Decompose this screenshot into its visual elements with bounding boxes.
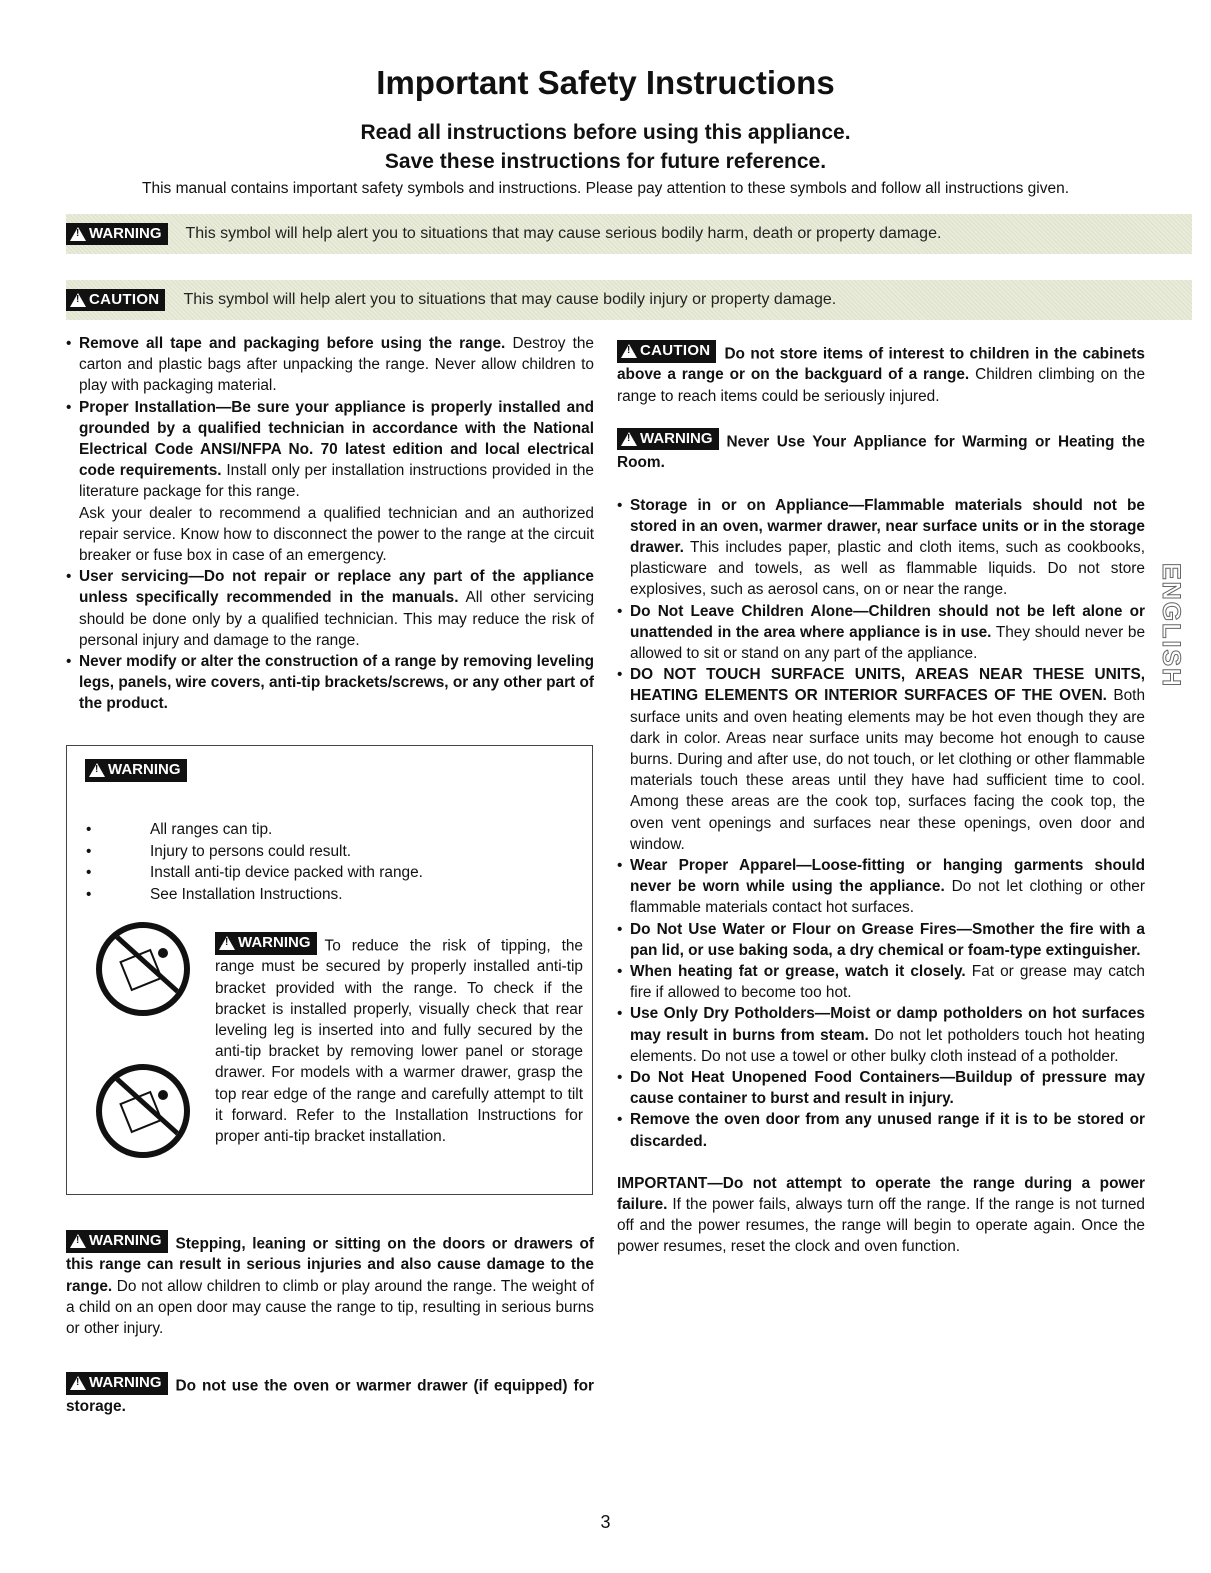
tip-text: All ranges can tip.	[150, 821, 273, 838]
alert-triangle-icon	[70, 293, 86, 307]
alert-triangle-icon	[621, 344, 637, 358]
bullet-storage	[617, 495, 1145, 601]
alert-triangle-icon	[70, 1234, 86, 1248]
bullet-bold: Never modify or alter the construction of a range by removing leveling legs, panels, wire covers, anti-tip brackets/screws, or any other part of the product.	[79, 653, 594, 713]
language-side-tab	[1156, 563, 1186, 708]
bullet-text: Install only per installation instructions provided in the literature package for this range.	[79, 462, 594, 501]
bullet-do-not-touch	[617, 664, 1145, 855]
stepping-bold: Stepping, leaning or sitting on the doors or drawers of this range can result in serious injuries and also cause damage to the range.	[66, 1235, 594, 1295]
warning-badge	[215, 932, 317, 955]
caution-text: Children climbing on the range to reach items could be seriously injured.	[617, 366, 1146, 405]
bullet-never-modify	[66, 651, 594, 715]
caution-badge	[617, 340, 716, 363]
tipping-text: To reduce the risk of tipping, the range must be secured by properly installed anti-tip bracket provided with the range. To check if the bracket is installed properly, visually check that rear leveling leg is inserted into and fully secured by the anti-tip bracket by removing lower panel or storage drawer. For models with a warmer drawer, grasp the top rear edge of the range and carefully attempt to tilt it forward. Refer to the Installation Instructions for proper anti-tip bracket installation.	[215, 937, 583, 1146]
bullet-remove-packaging	[66, 333, 594, 397]
list-item: • Install anti-tip device packed with range.	[76, 862, 556, 884]
bullet-text: Both surface units and oven heating elements may be hot even though they are dark in color. Areas near surface units may become hot enough to cause burns. During and after use, do not touch, or let clothing or other flammable materials touch these areas until they have had sufficient time to cool. Among these areas are the cook top, surfaces facing the cook top, the oven vent openings and surfaces near these openings, oven door and window.	[630, 687, 1145, 853]
storage-bold: Do not use the oven or warmer drawer (if equipped) for storage.	[66, 1377, 594, 1416]
warning-label: WARNING	[640, 429, 713, 447]
list-item: • See Installation Instructions.	[76, 884, 556, 906]
warning-label: WARNING	[238, 934, 311, 951]
tipping-instructions	[215, 932, 583, 1147]
bullet-bold: User servicing—Do not repair or replace any part of the appliance unless specifically recommended in the manuals.	[79, 568, 594, 607]
bullet-text: Fat or grease may catch fire if allowed to become too hot.	[630, 962, 1145, 1002]
warm-bold: Never Use Your Appliance for Warming or Heating the Room.	[617, 433, 1145, 472]
alert-triangle-icon	[70, 227, 86, 241]
bullet-grease-fires	[617, 919, 1145, 961]
stepping-text: Do not allow children to climb or play around the range. The weight of a child on an open door may cause the range to tip, resulting in serious burns or other injury.	[66, 1277, 594, 1338]
dealer-paragraph: Ask your dealer to recommend a qualified technician and an authorized repair service. Know how to disconnect the power to the range at the circuit breaker or fuse box in case of an emergency.	[79, 504, 594, 565]
page-title: Important Safety Instructions	[376, 64, 835, 101]
bullet-user-servicing	[66, 566, 594, 651]
caution-label: CAUTION	[640, 342, 711, 359]
tipping-range-icon	[96, 922, 190, 1016]
bullet-food-containers	[617, 1067, 1145, 1109]
bullet-text: Do not let clothing or other flammable materials contact hot surfaces.	[630, 878, 1145, 917]
alert-triangle-icon	[89, 763, 105, 777]
bullet-bold: Do Not Heat Unopened Food Containers—Buildup of pressure may cause container to burst and result in injury.	[630, 1069, 1145, 1108]
warning-badge	[66, 223, 168, 246]
warning-banner-text: This symbol will help alert you to situations that may cause serious bodily harm, death or property damage.	[185, 225, 942, 242]
bullet-bold: Remove the oven door from any unused range if it is to be stored or discarded.	[630, 1111, 1145, 1150]
tip-text: Injury to persons could result.	[150, 842, 352, 860]
bullet-bold: Remove all tape and packaging before using the range.	[79, 335, 506, 352]
warning-badge	[66, 1230, 168, 1253]
warning-heating-room	[617, 428, 1145, 474]
alert-triangle-icon	[621, 432, 637, 446]
bullet-bold: Use Only Dry Potholders—Moist or damp potholders on hot surfaces may result in burns from steam.	[630, 1005, 1145, 1044]
side-tab-label: ENGLISH	[1157, 563, 1185, 689]
bullet-text: All other servicing should be done only by a qualified technician. This may reduce the risk of personal injury and damage to the range.	[79, 589, 595, 649]
caution-badge	[66, 289, 165, 312]
warning-label: WARNING	[108, 761, 181, 778]
alert-triangle-icon	[70, 1376, 86, 1390]
important-bold: IMPORTANT—Do not attempt to operate the range during a power failure.	[617, 1174, 1145, 1214]
bullet-text: They should never be allowed to sit or stand on any part of the appliance.	[630, 623, 1146, 662]
subtitle-read: Read all instructions before using this appliance.	[360, 121, 851, 144]
bullet-bold: Wear Proper Apparel—Loose-fitting or hanging garments should never be worn while using the appliance.	[630, 856, 1145, 896]
right-column	[617, 340, 1145, 1258]
warning-badge	[617, 428, 719, 451]
warning-label: WARNING	[89, 224, 162, 242]
caution-children-items	[617, 340, 1145, 407]
bullet-remove-door	[617, 1109, 1145, 1151]
page-number: 3	[600, 1512, 611, 1532]
bullet-bold: DO NOT TOUCH SURFACE UNITS, AREAS NEAR THESE UNITS, HEATING ELEMENTS OR INTERIOR SURFACES OF THE OVEN.	[630, 666, 1145, 705]
bullet-bold: When heating fat or grease, watch it closely.	[630, 962, 966, 980]
caution-banner-text: This symbol will help alert you to situations that may cause bodily injury or property damage.	[183, 291, 837, 308]
list-item: • All ranges can tip.	[76, 819, 556, 841]
bullet-potholders	[617, 1003, 1145, 1067]
bullet-text: Destroy the carton and plastic bags after unpacking the range. Never allow children to play with packaging material.	[79, 335, 594, 395]
child-on-door-icon	[96, 1064, 190, 1158]
warning-symbol-banner	[66, 214, 1192, 254]
caution-bold: Do not store items of interest to children in the cabinets above a range or on the backguard of a range.	[617, 345, 1145, 384]
bullet-fat-grease	[617, 961, 1145, 1003]
bullet-bold: Proper Installation—Be sure your appliance is properly installed and grounded by a qualified technician in accordance with the National Electrical Code ANSI/NFPA No. 70 latest edition and local electrical code requirements.	[79, 398, 594, 480]
warning-label: WARNING	[89, 1232, 162, 1249]
important-text: If the power fails, always turn off the range. If the range is not turned off and the power resumes, the range will begin to operate again. Once the power resumes, reset the clock and oven function.	[617, 1196, 1145, 1256]
subtitle-save: Save these instructions for future reference.	[384, 150, 827, 173]
caution-symbol-banner	[66, 280, 1192, 320]
warning-badge	[85, 759, 187, 782]
bullet-text: This includes paper, plastic and cloth items, such as cookbooks, plasticware and towels, as well as flammable liquids. Do not store explosives, such as aerosol cans, on or near the range.	[630, 538, 1145, 599]
bullet-children-alone	[617, 601, 1145, 665]
alert-triangle-icon	[219, 936, 235, 950]
list-item: • Injury to persons could result.	[76, 841, 556, 863]
storage-warning	[66, 1372, 594, 1418]
intro-text: This manual contains important safety symbols and instructions. Please pay attention to these symbols and follow all instructions given.	[141, 180, 1070, 197]
tip-text: Install anti-tip device packed with range.	[150, 864, 423, 881]
bullet-bold: Storage in or on Appliance—Flammable materials should not be stored in an oven, warmer drawer, near surface units or in the storage drawer.	[630, 496, 1145, 556]
bullet-bold: Do Not Use Water or Flour on Grease Fires—Smother the fire with a pan lid, or use baking soda, a dry chemical or foam-type extinguisher.	[630, 920, 1145, 959]
bullet-text: Do not let potholders touch hot heating elements. Do not use a towel or other bulky cloth instead of a potholder.	[630, 1026, 1145, 1065]
important-power-failure	[617, 1173, 1145, 1258]
bullet-apparel	[617, 855, 1145, 919]
stepping-warning	[66, 1230, 594, 1339]
warning-badge	[66, 1372, 168, 1395]
bullet-proper-installation	[66, 397, 594, 503]
left-column	[66, 333, 594, 715]
warning-label: WARNING	[89, 1374, 162, 1391]
caution-label: CAUTION	[89, 290, 160, 308]
tip-text: See Installation Instructions.	[150, 885, 343, 903]
bullet-bold: Do Not Leave Children Alone—Children should not be left alone or unattended in the area where appliance is in use.	[630, 602, 1145, 641]
tip-list	[76, 819, 556, 905]
